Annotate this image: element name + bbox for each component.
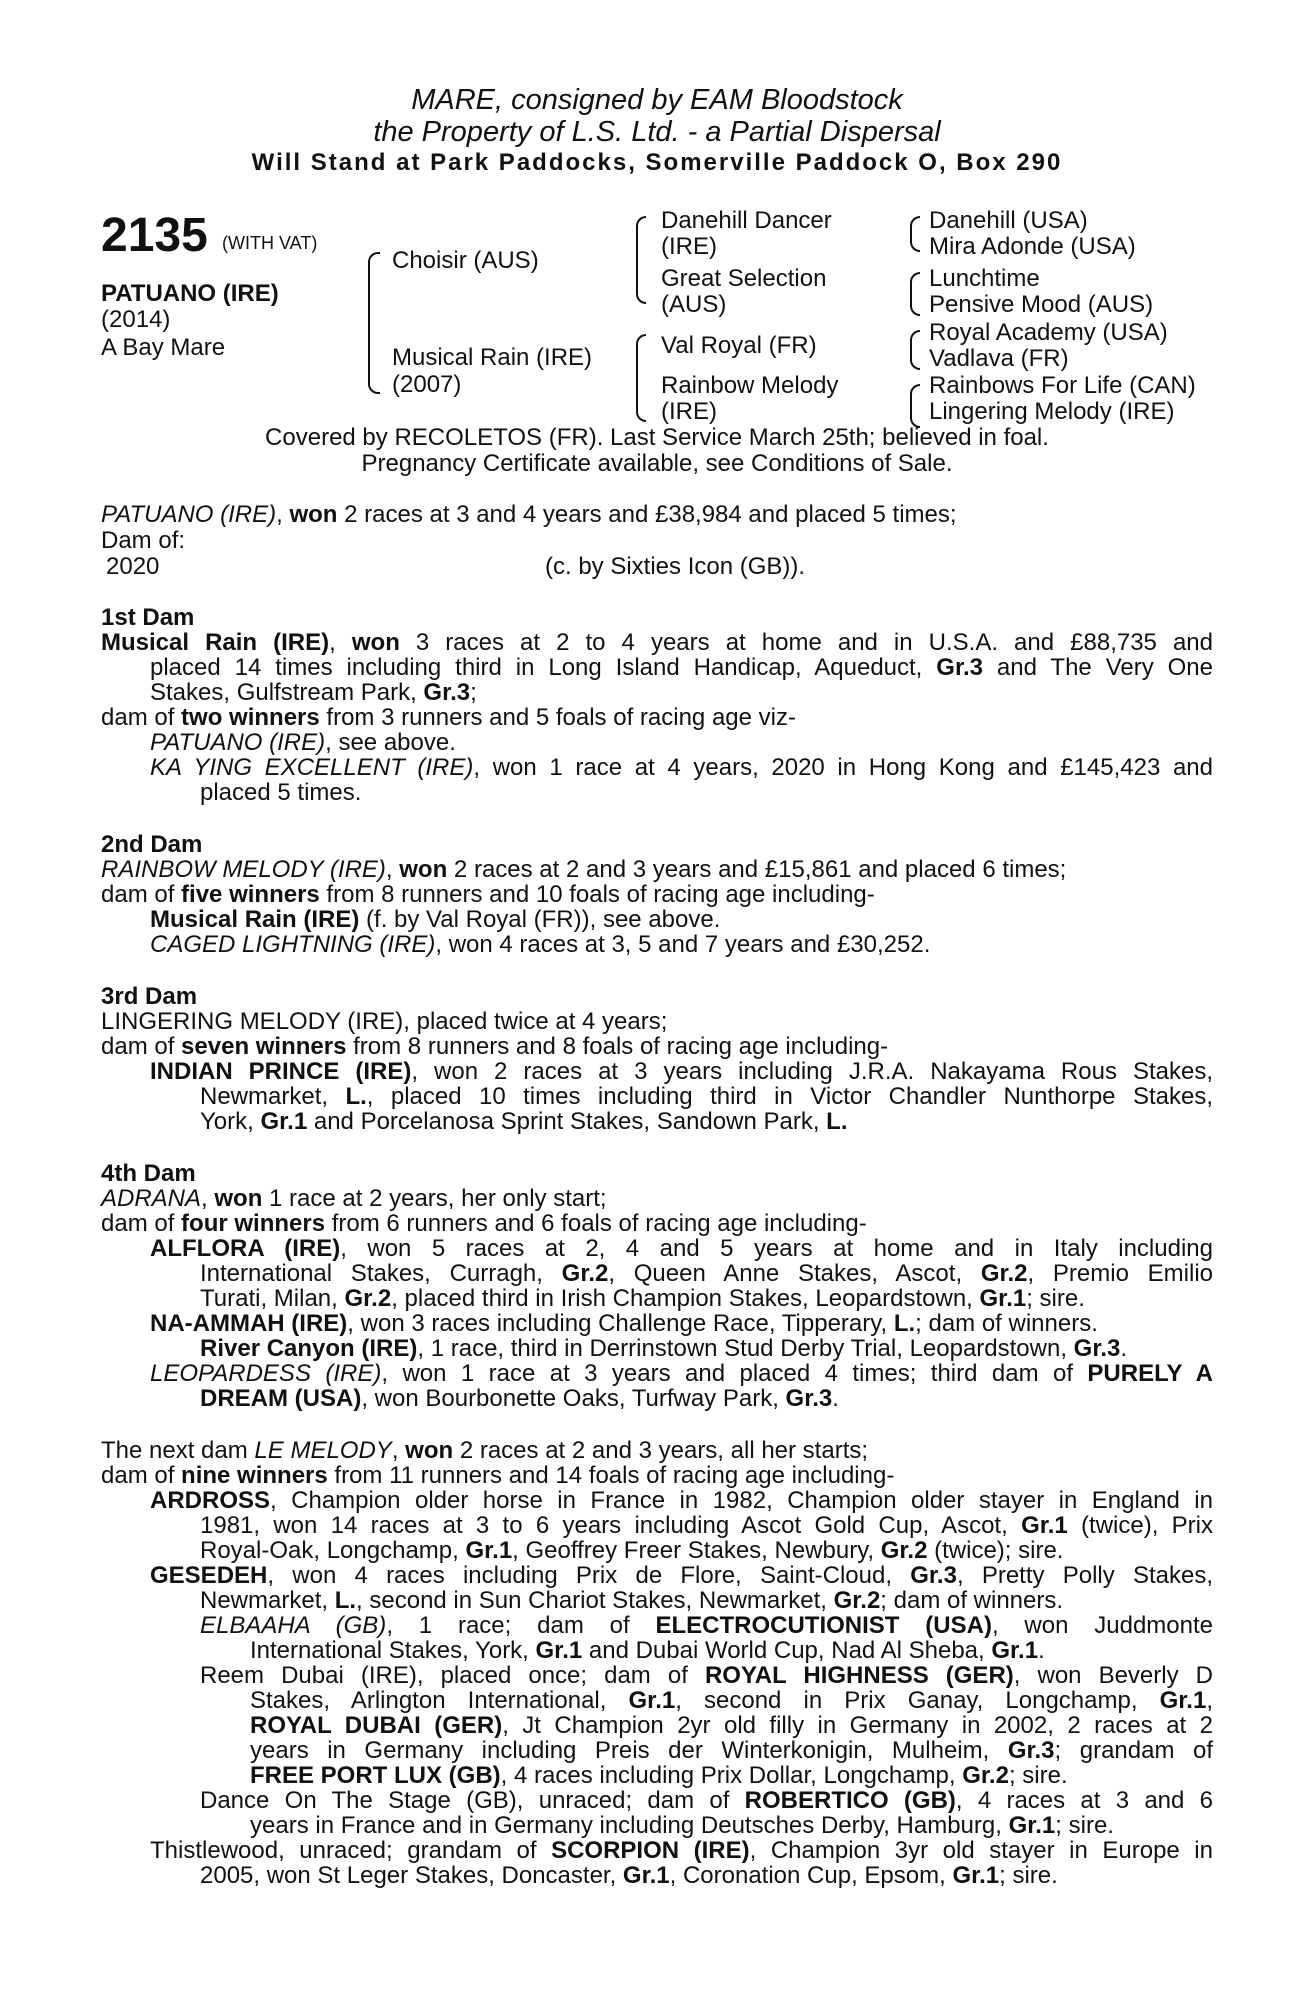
dam2-line-2: dam of five winners from 8 runners and 10 foals of racing age including- (101, 881, 875, 908)
dam3-line-2: dam of seven winners from 8 runners and 8 foals of racing age including- (101, 1033, 889, 1060)
dam4-heading: 4th Dam (101, 1160, 196, 1187)
dam1-produce-2: KA YING EXCELLENT (IRE), won 1 race at 4 years, 2020 in Hong Kong and £145,423 and (150, 754, 1213, 781)
dam1-heading: 1st Dam (101, 604, 195, 631)
dam4-line-2: dam of four winners from 6 runners and 6 foals of racing age including- (101, 1210, 867, 1237)
dam4-naammah: NA-AMMAH (IRE), won 3 races including Challenge Race, Tipperary, L.; dam of winners. (150, 1310, 1098, 1337)
dam1-produce-2-cont: placed 5 times. (200, 779, 362, 806)
dam3-line-1: LINGERING MELODY (IRE), placed twice at 4 years; (101, 1008, 668, 1035)
dam4-line-1: ADRANA, won 1 race at 2 years, her only start; (101, 1185, 607, 1212)
stabling-line: Will Stand at Park Paddocks, Somerville Paddock O, Box 290 (251, 149, 1063, 176)
horse-year: (2014) (101, 306, 171, 333)
lot-number: 2135 (101, 209, 208, 262)
property-line: the Property of L.S. Ltd. - a Partial Dispersal (373, 116, 941, 148)
pedigree-dam-sire: Val Royal (FR) (661, 332, 817, 359)
dam3-heading: 3rd Dam (101, 983, 198, 1010)
pedigree-sire-dam: Great Selection (661, 265, 827, 292)
reem-dubai-3: ROYAL DUBAI (GER), Jt Champion 2yr old filly in Germany in 2002, 2 races at 2 (250, 1712, 1213, 1739)
pedigree-sire-dam-suffix: (AUS) (661, 291, 727, 318)
dam4-alflora-1: ALFLORA (IRE), won 5 races at 2, 4 and 5 years at home and in Italy including (150, 1235, 1213, 1262)
ardross-3: Royal-Oak, Longchamp, Gr.1, Geoffrey Freer Stakes, Newbury, Gr.2 (twice); sire. (200, 1537, 1064, 1564)
ardross-1: ARDROSS, Champion older horse in France in 1982, Champion older stayer in England in (150, 1487, 1213, 1514)
pedigree-bracket-sire (636, 216, 646, 304)
pedigree-sdd: Pensive Mood (AUS) (929, 291, 1154, 318)
pedigree-dam-dam: Rainbow Melody (661, 372, 839, 399)
gesedeh-1: GESEDEH, won 4 races including Prix de Flore, Saint-Cloud, Gr.3, Pretty Polly Stakes, (150, 1562, 1213, 1589)
dam4-leopardess-2: DREAM (USA), won Bourbonette Oaks, Turfway Park, Gr.3. (200, 1385, 839, 1412)
next-dam-line-1: The next dam LE MELODY, won 2 races at 2 and 3 years, all her starts; (101, 1437, 869, 1464)
elbaaha-2: International Stakes, York, Gr.1 and Dubai World Cup, Nad Al Sheba, Gr.1. (250, 1637, 1045, 1664)
pedigree-sds: Lunchtime (929, 265, 1040, 292)
pedigree-dsd: Vadlava (FR) (929, 345, 1069, 372)
pedigree-bracket-3 (910, 330, 920, 370)
dam2-produce-2: CAGED LIGHTNING (IRE), won 4 races at 3, 5 and 7 years and £30,252. (150, 931, 931, 958)
dam4-alflora-2: International Stakes, Curragh, Gr.2, Queen Anne Stakes, Ascot, Gr.2, Premio Emilio (200, 1260, 1213, 1287)
elbaaha-1: ELBAAHA (GB), 1 race; dam of ELECTROCUTIONIST (USA), won Juddmonte (200, 1612, 1214, 1639)
pedigree-bracket-dam (636, 334, 646, 422)
dam2-produce-1: Musical Rain (IRE) (f. by Val Royal (FR)), see above. (150, 906, 721, 933)
gesedeh-2: Newmarket, L., second in Sun Chariot Stakes, Newmarket, Gr.2; dam of winners. (200, 1587, 1064, 1614)
pedigree-dam-dam-suffix: (IRE) (661, 398, 717, 425)
dam1-line-2: placed 14 times including third in Long Island Handicap, Aqueduct, Gr.3 and The Very One (150, 654, 1213, 681)
horse-description: A Bay Mare (101, 334, 226, 361)
dam1-line-4: dam of two winners from 3 runners and 5 foals of racing age viz- (101, 704, 796, 731)
pedigree-bracket-main (368, 252, 380, 394)
reem-dubai-2: Stakes, Arlington International, Gr.1, second in Prix Ganay, Longchamp, Gr.1, (250, 1687, 1213, 1714)
dam1-produce-1: PATUANO (IRE), see above. (150, 729, 456, 756)
dam3-produce-1-end: York, Gr.1 and Porcelanosa Sprint Stakes, Sandown Park, L. (200, 1108, 848, 1135)
dam3-produce-1: INDIAN PRINCE (IRE), won 2 races at 3 years including J.R.A. Nakayama Rous Stakes, (150, 1058, 1213, 1085)
consignor-line: MARE, consigned by EAM Bloodstock (411, 84, 903, 116)
reem-dubai-5: FREE PORT LUX (GB), 4 races including Prix Dollar, Longchamp, Gr.2; sire. (250, 1762, 1068, 1789)
pregnancy-line: Pregnancy Certificate available, see Conditions of Sale. (361, 450, 953, 477)
pedigree-dss: Royal Academy (USA) (929, 319, 1168, 346)
dam4-leopardess-1: LEOPARDESS (IRE), won 1 race at 3 years and placed 4 times; third dam of PURELY A (150, 1360, 1213, 1387)
reem-dubai-4: years in Germany including Preis der Winterkonigin, Mulheim, Gr.3; grandam of (250, 1737, 1213, 1764)
pedigree-ddd: Lingering Melody (IRE) (929, 398, 1175, 425)
pedigree-sss: Danehill (USA) (929, 207, 1088, 234)
dance-on-stage-2: years in France and in Germany including Deutsches Derby, Hamburg, Gr.1; sire. (250, 1812, 1114, 1839)
horse-name: PATUANO (IRE) (101, 280, 279, 307)
covering-line: Covered by RECOLETOS (FR). Last Service March 25th; believed in foal. (265, 424, 1049, 451)
thistlewood-2: 2005, won St Leger Stakes, Doncaster, Gr.1, Coronation Cup, Epsom, Gr.1; sire. (200, 1862, 1058, 1889)
produce-year: 2020 (106, 553, 160, 580)
pedigree-ssd: Mira Adonde (USA) (929, 233, 1136, 260)
dam4-alflora-3: Turati, Milan, Gr.2, placed third in Irish Champion Stakes, Leopardstown, Gr.1; sire. (200, 1285, 1085, 1312)
produce-dam-of: Dam of: (101, 527, 186, 554)
pedigree-bracket-1 (910, 216, 920, 252)
pedigree-sire-sire-suffix: (IRE) (661, 233, 717, 260)
dam2-heading: 2nd Dam (101, 831, 203, 858)
pedigree-dam-year: (2007) (392, 371, 462, 398)
thistlewood-1: Thistlewood, unraced; grandam of SCORPION (IRE), Champion 3yr old stayer in Europe in (150, 1837, 1213, 1864)
dam4-river-canyon: River Canyon (IRE), 1 race, third in Derrinstown Stud Derby Trial, Leopardstown, Gr.3. (200, 1335, 1128, 1362)
pedigree-dds: Rainbows For Life (CAN) (929, 372, 1196, 399)
pedigree-sire-sire: Danehill Dancer (661, 207, 832, 234)
pedigree-bracket-2 (910, 272, 920, 316)
dance-on-stage-1: Dance On The Stage (GB), unraced; dam of ROBERTICO (GB), 4 races at 3 and 6 (200, 1787, 1213, 1814)
next-dam-line-2: dam of nine winners from 11 runners and 14 foals of racing age including- (101, 1462, 895, 1489)
dam1-line-1: Musical Rain (IRE), won 3 races at 2 to 4 years at home and in U.S.A. and £88,735 and (101, 629, 1213, 656)
produce-note: (c. by Sixties Icon (GB)). (545, 553, 806, 580)
pedigree-sire: Choisir (AUS) (392, 247, 539, 274)
dam1-line-3: Stakes, Gulfstream Park, Gr.3; (150, 679, 477, 706)
dam2-line-1: RAINBOW MELODY (IRE), won 2 races at 2 and 3 years and £15,861 and placed 6 times; (101, 856, 1067, 883)
produce-record: PATUANO (IRE), won 2 races at 3 and 4 years and £38,984 and placed 5 times; (101, 501, 957, 528)
dam3-produce-1-cont: Newmarket, L., placed 10 times including third in Victor Chandler Nunthorpe Stakes, (200, 1083, 1213, 1110)
ardross-2: 1981, won 14 races at 3 to 6 years including Ascot Gold Cup, Ascot, Gr.1 (twice), Prix (200, 1512, 1213, 1539)
pedigree-dam: Musical Rain (IRE) (392, 344, 593, 371)
reem-dubai-1: Reem Dubai (IRE), placed once; dam of ROYAL HIGHNESS (GER), won Beverly D (200, 1662, 1213, 1689)
vat-label: (WITH VAT) (222, 233, 318, 253)
pedigree-bracket-4 (910, 384, 920, 428)
